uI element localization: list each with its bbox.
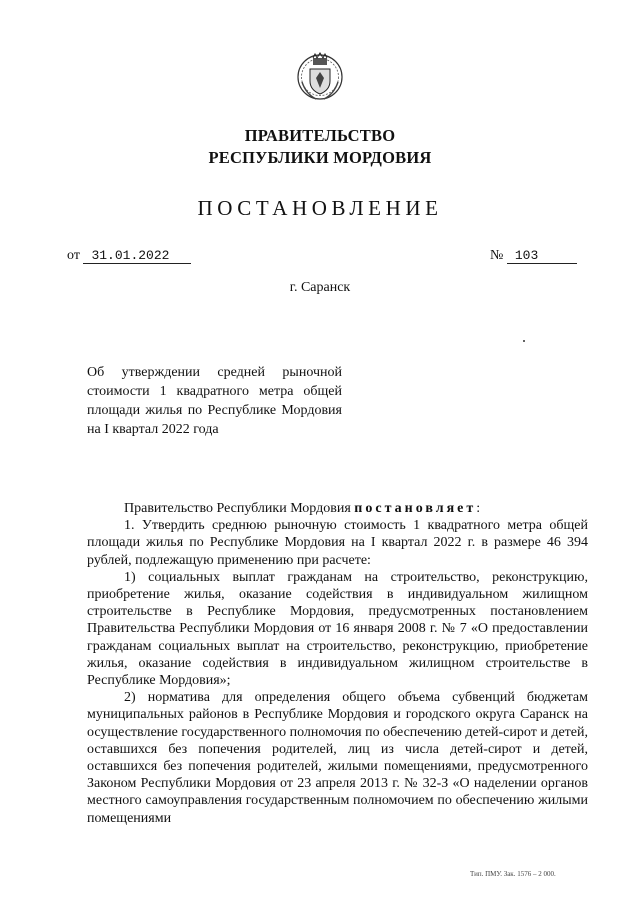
document-subject: Об утверждении средней рыночной стоимости 1 квадратного метра общей площади жилья по Республике Мордовия на I квартал 2022 года xyxy=(87,365,342,437)
print-mark: Тип. ПМУ. Зак. 1576 – 2 000. xyxy=(470,870,556,878)
coat-of-arms-icon xyxy=(296,50,344,104)
city: г. Саранск xyxy=(289,280,351,295)
document-type-title: ПОСТАНОВЛЕНИЕ xyxy=(197,196,443,220)
document-date: 31.01.2022 xyxy=(91,248,170,263)
paragraph-2: 1) социальных выплат гражданам на строительство, реконструкцию, приобретение жилья, оказание содействия в индивидуальном жилищном строительстве в Республике Мордовия, предусмотренных постановлением Правительства Республики Мордовия от 16 января 2008 г. № 7 «О предоставлении гражданам социальных выплат на строительство, реконструкцию, приобретение жилья, оказание содействия в индивидуальном жилищном строительстве в Республике Мордовия»; xyxy=(87,569,588,689)
intro-paragraph xyxy=(87,500,588,517)
date-field xyxy=(67,248,191,264)
number-prefix: № xyxy=(490,248,504,263)
decree-word: постановляет xyxy=(354,501,477,516)
document-body xyxy=(87,500,588,827)
document-number: 103 xyxy=(514,248,539,263)
paragraph-3: 2) норматива для определения общего объема субвенций бюджетам муниципальных районов в Республике Мордовия и городского округа Саранск на осуществление государственного полномочия по обеспечению детей-сирот и детей, оставшихся без попечения родителей, лиц из числа детей-сирот и детей, оставшихся без попечения родителей, жилыми помещениями, предусмотренного Законом Республики Мордовия от 23 апреля 2013 г. № 32-З «О наделении органов местного самоуправления государственным полномочием по обеспечению жилыми помещениями xyxy=(87,690,588,826)
intro-colon: : xyxy=(476,501,481,516)
government-title-line2: РЕСПУБЛИКИ МОРДОВИЯ xyxy=(208,148,432,167)
stray-dot xyxy=(523,340,525,342)
intro-text: Правительство Республики Мордовия xyxy=(124,501,351,516)
paragraph-1: 1. Утвердить среднюю рыночную стоимость 1 квадратного метра общей площади жилья по Республике Мордовия на I квартал 2022 г. в размере 46 394 рублей, подлежащую применению при расчете: xyxy=(87,518,588,568)
date-prefix: от xyxy=(67,248,80,263)
number-field xyxy=(490,248,577,264)
government-title-line1: ПРАВИТЕЛЬСТВО xyxy=(244,126,396,145)
